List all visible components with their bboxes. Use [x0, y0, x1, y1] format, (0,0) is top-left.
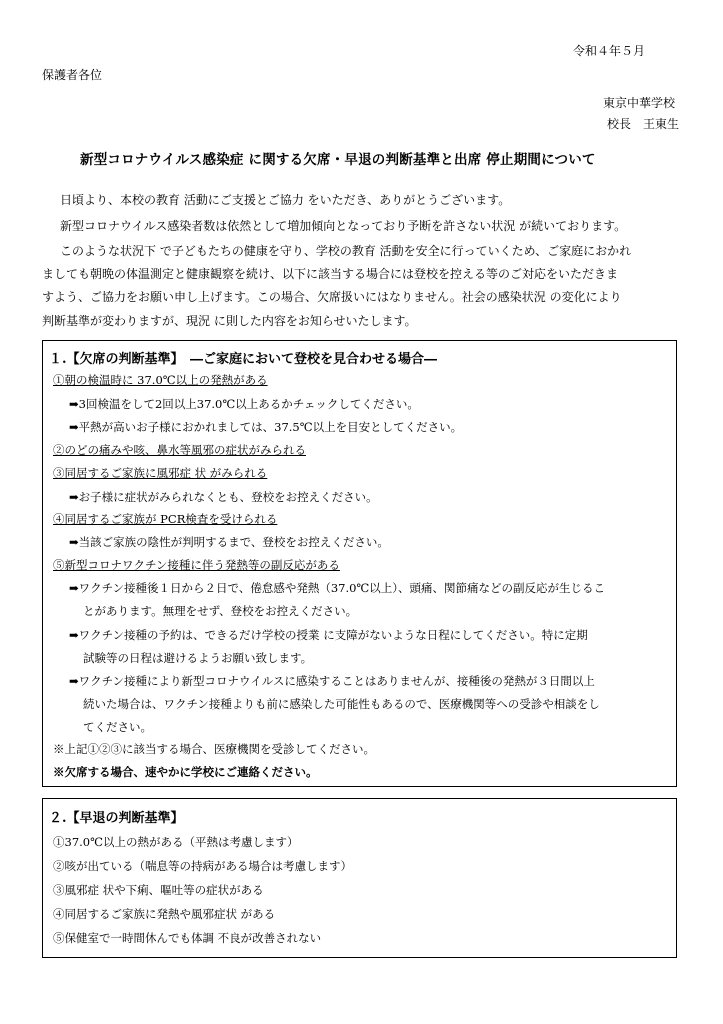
criteria-item: ①37.0℃以上の熱がある（平熱は考慮します） — [53, 835, 299, 849]
criteria-note: とがあります。無理をせず、登校をお控えください。 — [83, 604, 358, 618]
issue-date: 令和４年５月 — [572, 44, 645, 58]
criteria-item: ③同居するご家族に風邪症 状 がみられる — [53, 466, 268, 480]
intro-line: 新型コロナウイルス感染者数は依然として増加傾向となっており予断を許さない状況 が続いております。 — [60, 219, 627, 233]
criteria-item: ④同居するご家族に発熱や風邪症状 がある — [53, 907, 276, 921]
intro-line: 日頃より、本校の教育 活動にご支援とご協力 をいただき、ありがとうございます。 — [60, 193, 511, 207]
intro-line: このような状況下 で子どもたちの健康を守り、学校の教育 活動を安全に行っていくため、ご家庭におかれ — [60, 244, 632, 258]
document-title: 新型コロナウイルス感染症 に関する欠席・早退の判断基準と出席 停止期間について — [80, 152, 596, 168]
intro-line: 判断基準が変わりますが、現況 に則した内容をお知らせいたします。 — [42, 314, 417, 328]
absence-criteria-box — [42, 340, 677, 787]
criteria-note: 試験等の日程は避けるようお願い致します。 — [83, 651, 313, 665]
criteria-note: ➡3回検温をして2回以上37.0℃以上あるかチェックしてください。 — [69, 397, 419, 411]
criteria-item: ⑤新型コロナワクチン接種に伴う発熱等の副反応がある — [53, 558, 340, 572]
criteria-note: ➡ワクチン接種後１日から２日で、倦怠感や発熱（37.0℃以上）、頭痛、関節痛などの副反応が生じるこ — [69, 581, 606, 595]
criteria-item: ③風邪症 状や下痢、嘔吐等の症状がある — [53, 883, 264, 897]
intro-line: ましても朝晩の体温測定と健康観察を続け、以下に該当する場合には登校を控える等のご対応をいただきま — [42, 267, 619, 281]
criteria-item: ④同居するご家族が PCR検査を受けられる — [53, 512, 278, 526]
criteria-note: ➡平熱が高いお子様におかれましては、37.5℃以上を目安としてください。 — [69, 420, 463, 434]
school-name: 東京中華学校 — [602, 96, 675, 110]
recipient: 保護者各位 — [42, 68, 103, 82]
criteria-note: ➡ワクチン接種により新型コロナウイルスに感染することはありませんが、接種後の発熱が３日間以上 — [69, 674, 595, 688]
criteria-item: ⑤保健室で一時間休んでも体調 不良が改善されない — [53, 931, 322, 945]
section-heading: ２.【早退の判断基準】 — [49, 811, 184, 826]
criteria-note: ➡お子様に症状がみられなくとも、登校をお控えください。 — [69, 490, 378, 504]
criteria-item: ②のどの痛みや咳、鼻水等風邪の症状がみられる — [53, 443, 306, 457]
criteria-note: ※上記①②③に該当する場合、医療機関を受診してください。 — [53, 742, 375, 756]
early-leave-criteria-box — [42, 798, 677, 958]
criteria-note: ➡当該ご家族の陰性が判明するまで、登校をお控えください。 — [69, 535, 389, 549]
criteria-note: ➡ワクチン接種の予約は、できるだけ学校の授業 に支障がないような日程にしてください。特に定期 — [69, 628, 588, 642]
intro-line: すよう、ご協力をお願い申し上げます。この場合、欠席扱いにはなりません。社会の感染状況 の変化により — [42, 290, 622, 304]
principal-name: 校長 王東生 — [606, 117, 679, 131]
criteria-note: ※欠席する場合、速やかに学校にご連絡ください。 — [53, 765, 318, 779]
section-heading: １.【欠席の判断基準】 ―ご家庭において登校を見合わせる場合― — [49, 352, 438, 367]
criteria-item: ①朝の検温時に 37.0℃以上の発熱がある — [53, 373, 268, 387]
criteria-note: てください。 — [83, 720, 152, 734]
criteria-item: ②咳が出ている（喘息等の持病がある場合は考慮します） — [53, 859, 352, 873]
criteria-note: 続いた場合は、ワクチン接種よりも前に感染した可能性もあるので、医療機関等への受診や相談をし — [83, 697, 600, 711]
